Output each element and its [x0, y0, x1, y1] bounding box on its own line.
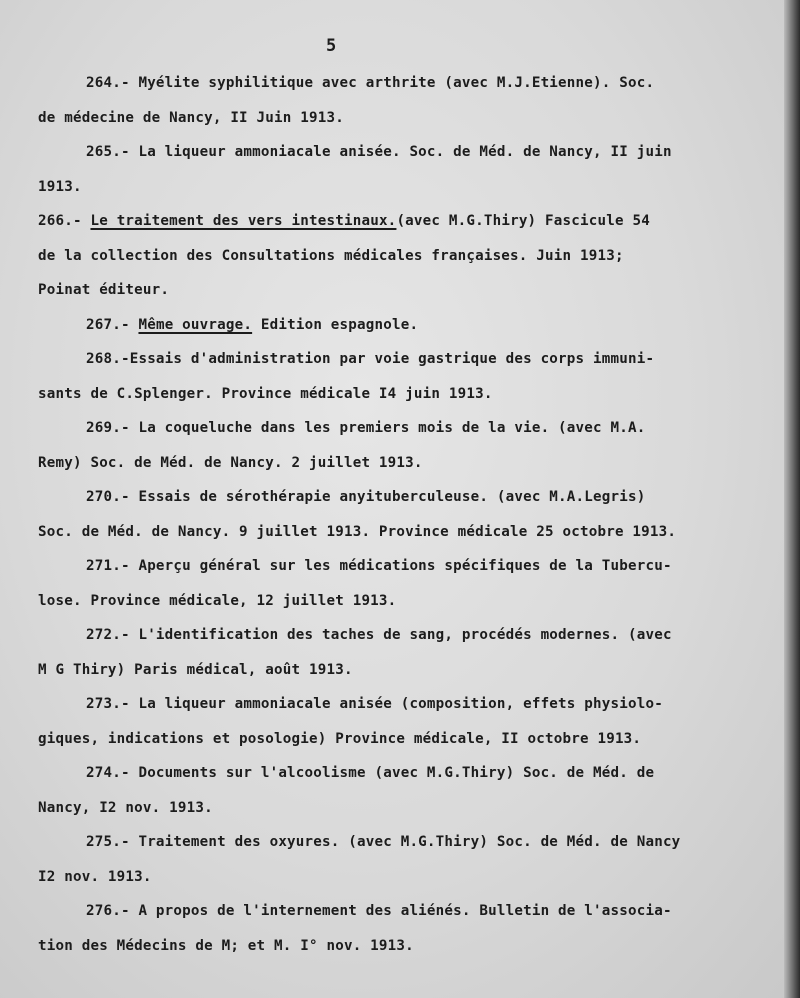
- entry-line: lose. Province médicale, 12 juillet 1913.: [38, 592, 397, 609]
- entry-title: Même ouvrage.: [138, 316, 253, 333]
- entry-line: 270.- Essais de sérothérapie anyituberculeuse. (avec M.A.Legris): [86, 489, 646, 505]
- list-item: [38, 411, 794, 480]
- entry-line: 274.- Documents sur l'alcoolisme (avec M.G.Thiry) Soc. de Méd. de: [86, 765, 655, 781]
- entry-line: Remy) Soc. de Méd. de Nancy. 2 juillet 1913.: [38, 454, 423, 471]
- entry-line: [38, 204, 794, 239]
- list-item: [38, 825, 794, 894]
- entry-line: giques, indications et posologie) Province médicale, II octobre 1913.: [38, 730, 642, 747]
- entry-line: sants de C.Splenger. Province médicale I4 juin 1913.: [38, 385, 493, 402]
- entry-line: M G Thiry) Paris médical, août 1913.: [38, 661, 353, 678]
- list-item: [38, 66, 794, 135]
- entry-line: 1913.: [38, 178, 82, 195]
- entry-line: Poinat éditeur.: [38, 282, 170, 298]
- entry-line: 269.- La coqueluche dans les premiers mois de la vie. (avec M.A.: [86, 420, 646, 436]
- entry-line: [38, 308, 794, 343]
- list-item: [38, 308, 794, 343]
- entry-line: 273.- La liqueur ammoniacale anisée (composition, effets physiolo-: [86, 696, 663, 712]
- list-item: [38, 756, 794, 825]
- entry-line: de la collection des Consultations médicales françaises. Juin 1913;: [38, 247, 624, 264]
- entry-number: 267.-: [86, 316, 130, 333]
- list-item: [38, 549, 794, 618]
- entry-line: 272.- L'identification des taches de sang, procédés modernes. (avec: [86, 627, 672, 643]
- list-item: [38, 480, 794, 549]
- entry-line: de médecine de Nancy, II Juin 1913.: [38, 109, 344, 126]
- entry-line: I2 nov. 1913.: [38, 868, 152, 885]
- list-item: [38, 894, 794, 963]
- entry-line: 268.-Essais d'administration par voie gastrique des corps immuni-: [86, 351, 655, 367]
- entry-text: Edition espagnole.: [260, 316, 419, 333]
- entry-text: (avec M.G.Thiry) Fascicule 54: [396, 213, 650, 229]
- entry-line: 276.- A propos de l'internement des aliénés. Bulletin de l'associa-: [86, 903, 672, 919]
- entry-line: 275.- Traitement des oxyures. (avec M.G.Thiry) Soc. de Méd. de Nancy: [86, 834, 681, 850]
- entry-number: 266.-: [38, 213, 82, 229]
- list-item: [38, 135, 794, 204]
- entry-line: 264.- Myélite syphilitique avec arthrite (avec M.J.Etienne). Soc.: [86, 75, 655, 91]
- list-item: [38, 687, 794, 756]
- entry-line: Nancy, I2 nov. 1913.: [38, 799, 213, 816]
- entry-line: tion des Médecins de M; et M. I° nov. 1913.: [38, 937, 414, 954]
- entry-title: Le traitement des vers intestinaux.: [90, 213, 397, 229]
- list-item: [38, 342, 794, 411]
- entry-line: 271.- Aperçu général sur les médications spécifiques de la Tubercu-: [86, 558, 672, 574]
- entry-line: Soc. de Méd. de Nancy. 9 juillet 1913. Province médicale 25 octobre 1913.: [38, 523, 677, 540]
- list-item: [38, 618, 794, 687]
- bibliography-list: [38, 66, 794, 963]
- list-item: [38, 204, 794, 308]
- entry-line: 265.- La liqueur ammoniacale anisée. Soc. de Méd. de Nancy, II juin: [86, 144, 672, 160]
- scan-edge-shadow: [784, 0, 800, 998]
- page-number: 5: [326, 36, 337, 56]
